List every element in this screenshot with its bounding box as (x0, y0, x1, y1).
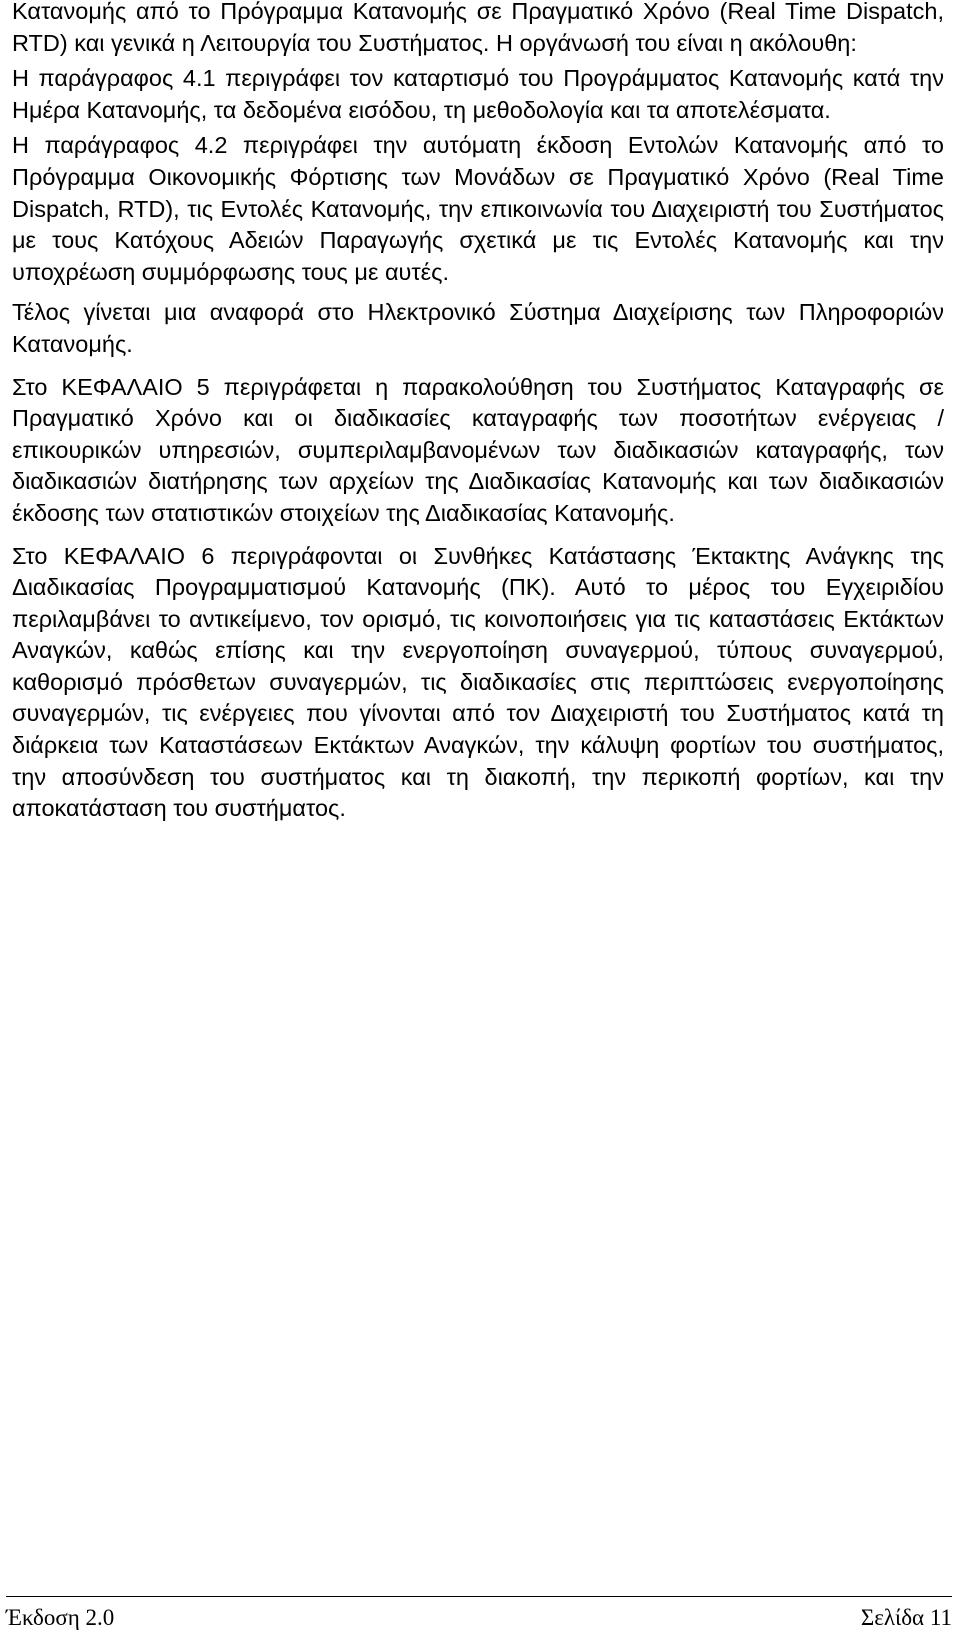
footer-page-number: Σελίδα 11 (860, 1605, 952, 1630)
paragraph-chapter-6: Στο ΚΕΦΑΛΑΙΟ 6 περιγράφονται οι Συνθήκες Κατάστασης Έκτακτης Ανάγκης της Διαδικασίας Προγραμματισμού Κατανομής (ΠΚ). Αυτό το μέρος του Εγχειριδίου περιλαμβάνει το αντικείμενο, τον ορισμό, τις κοινοποιήσεις για τις καταστάσεις Εκτάκτων Αναγκών, καθώς επίσης και την ενεργοποίηση συναγερμού, τύπους συναγερμού, καθορισμό πρόσθετων συναγερμών, τις διαδικασίες στις περιπτώσεις ενεργοποίησης συναγερμών, τις ενέργειες που γίνονται από τον Διαχειριστή του Συστήματος κατά τη διάρκεια των Καταστάσεων Εκτάκτων Αναγκών, την κάλυψη φορτίων του συστήματος, την αποσύνδεση του συστήματος και τη διακοπή, την περικοπή φορτίων, και την αποκατάσταση του συστήματος. (12, 542, 944, 822)
paragraph-section-4-1: Η παράγραφος 4.1 περιγράφει τον καταρτισμό του Προγράμματος Κατανομής κατά την Ημέρα Κατανομής, τα δεδομένα εισόδου, τη μεθοδολογία και τα αποτελέσματα. (12, 65, 944, 123)
paragraph-section-4-2: Η παράγραφος 4.2 περιγράφει την αυτόματη έκδοση Εντολών Κατανομής από το Πρόγραμμα Οικονομικής Φόρτισης των Μονάδων σε Πραγματικό Χρόνο (Real Time Dispatch, RTD), τις Εντολές Κατανομής, την επικοινωνία του Διαχειριστή του Συστήματος με τους Κατόχους Αδειών Παραγωγής σχετικά με τις Εντολές Κατανομής και την υποχρέωση συμμόρφωσης τους με αυτές. (12, 132, 944, 285)
paragraph-intro-continuation: Κατανομής από το Πρόγραμμα Κατανομής σε Πραγματικό Χρόνο (Real Time Dispatch, RTD) και γενικά η Λειτουργία του Συστήματος. Η οργάνωσή του είναι η ακόλουθη: (12, 0, 944, 56)
paragraph-closing-note: Τέλος γίνεται μια αναφορά στο Ηλεκτρονικό Σύστημα Διαχείρισης των Πληροφοριών Κατανομής. (12, 299, 944, 357)
page-footer (6, 1596, 952, 1638)
paragraph-chapter-5: Στο ΚΕΦΑΛΑΙΟ 5 περιγράφεται η παρακολούθηση του Συστήματος Καταγραφής σε Πραγματικό Χρόνο και οι διαδικασίες καταγραφής των ποσοτήτων ενέργειας / επικουρικών υπηρεσιών, συμπεριλαμβανομένων των διαδικασιών καταγραφής, των διαδικασιών διατήρησης των αρχείων της Διαδικασίας Κατανομής και των διαδικασιών έκδοσης των στατιστικών στοιχείων της Διαδικασίας Κατανομής. (12, 373, 944, 526)
footer-version: Έκδοση 2.0 (6, 1605, 115, 1630)
document-body (12, 0, 944, 825)
